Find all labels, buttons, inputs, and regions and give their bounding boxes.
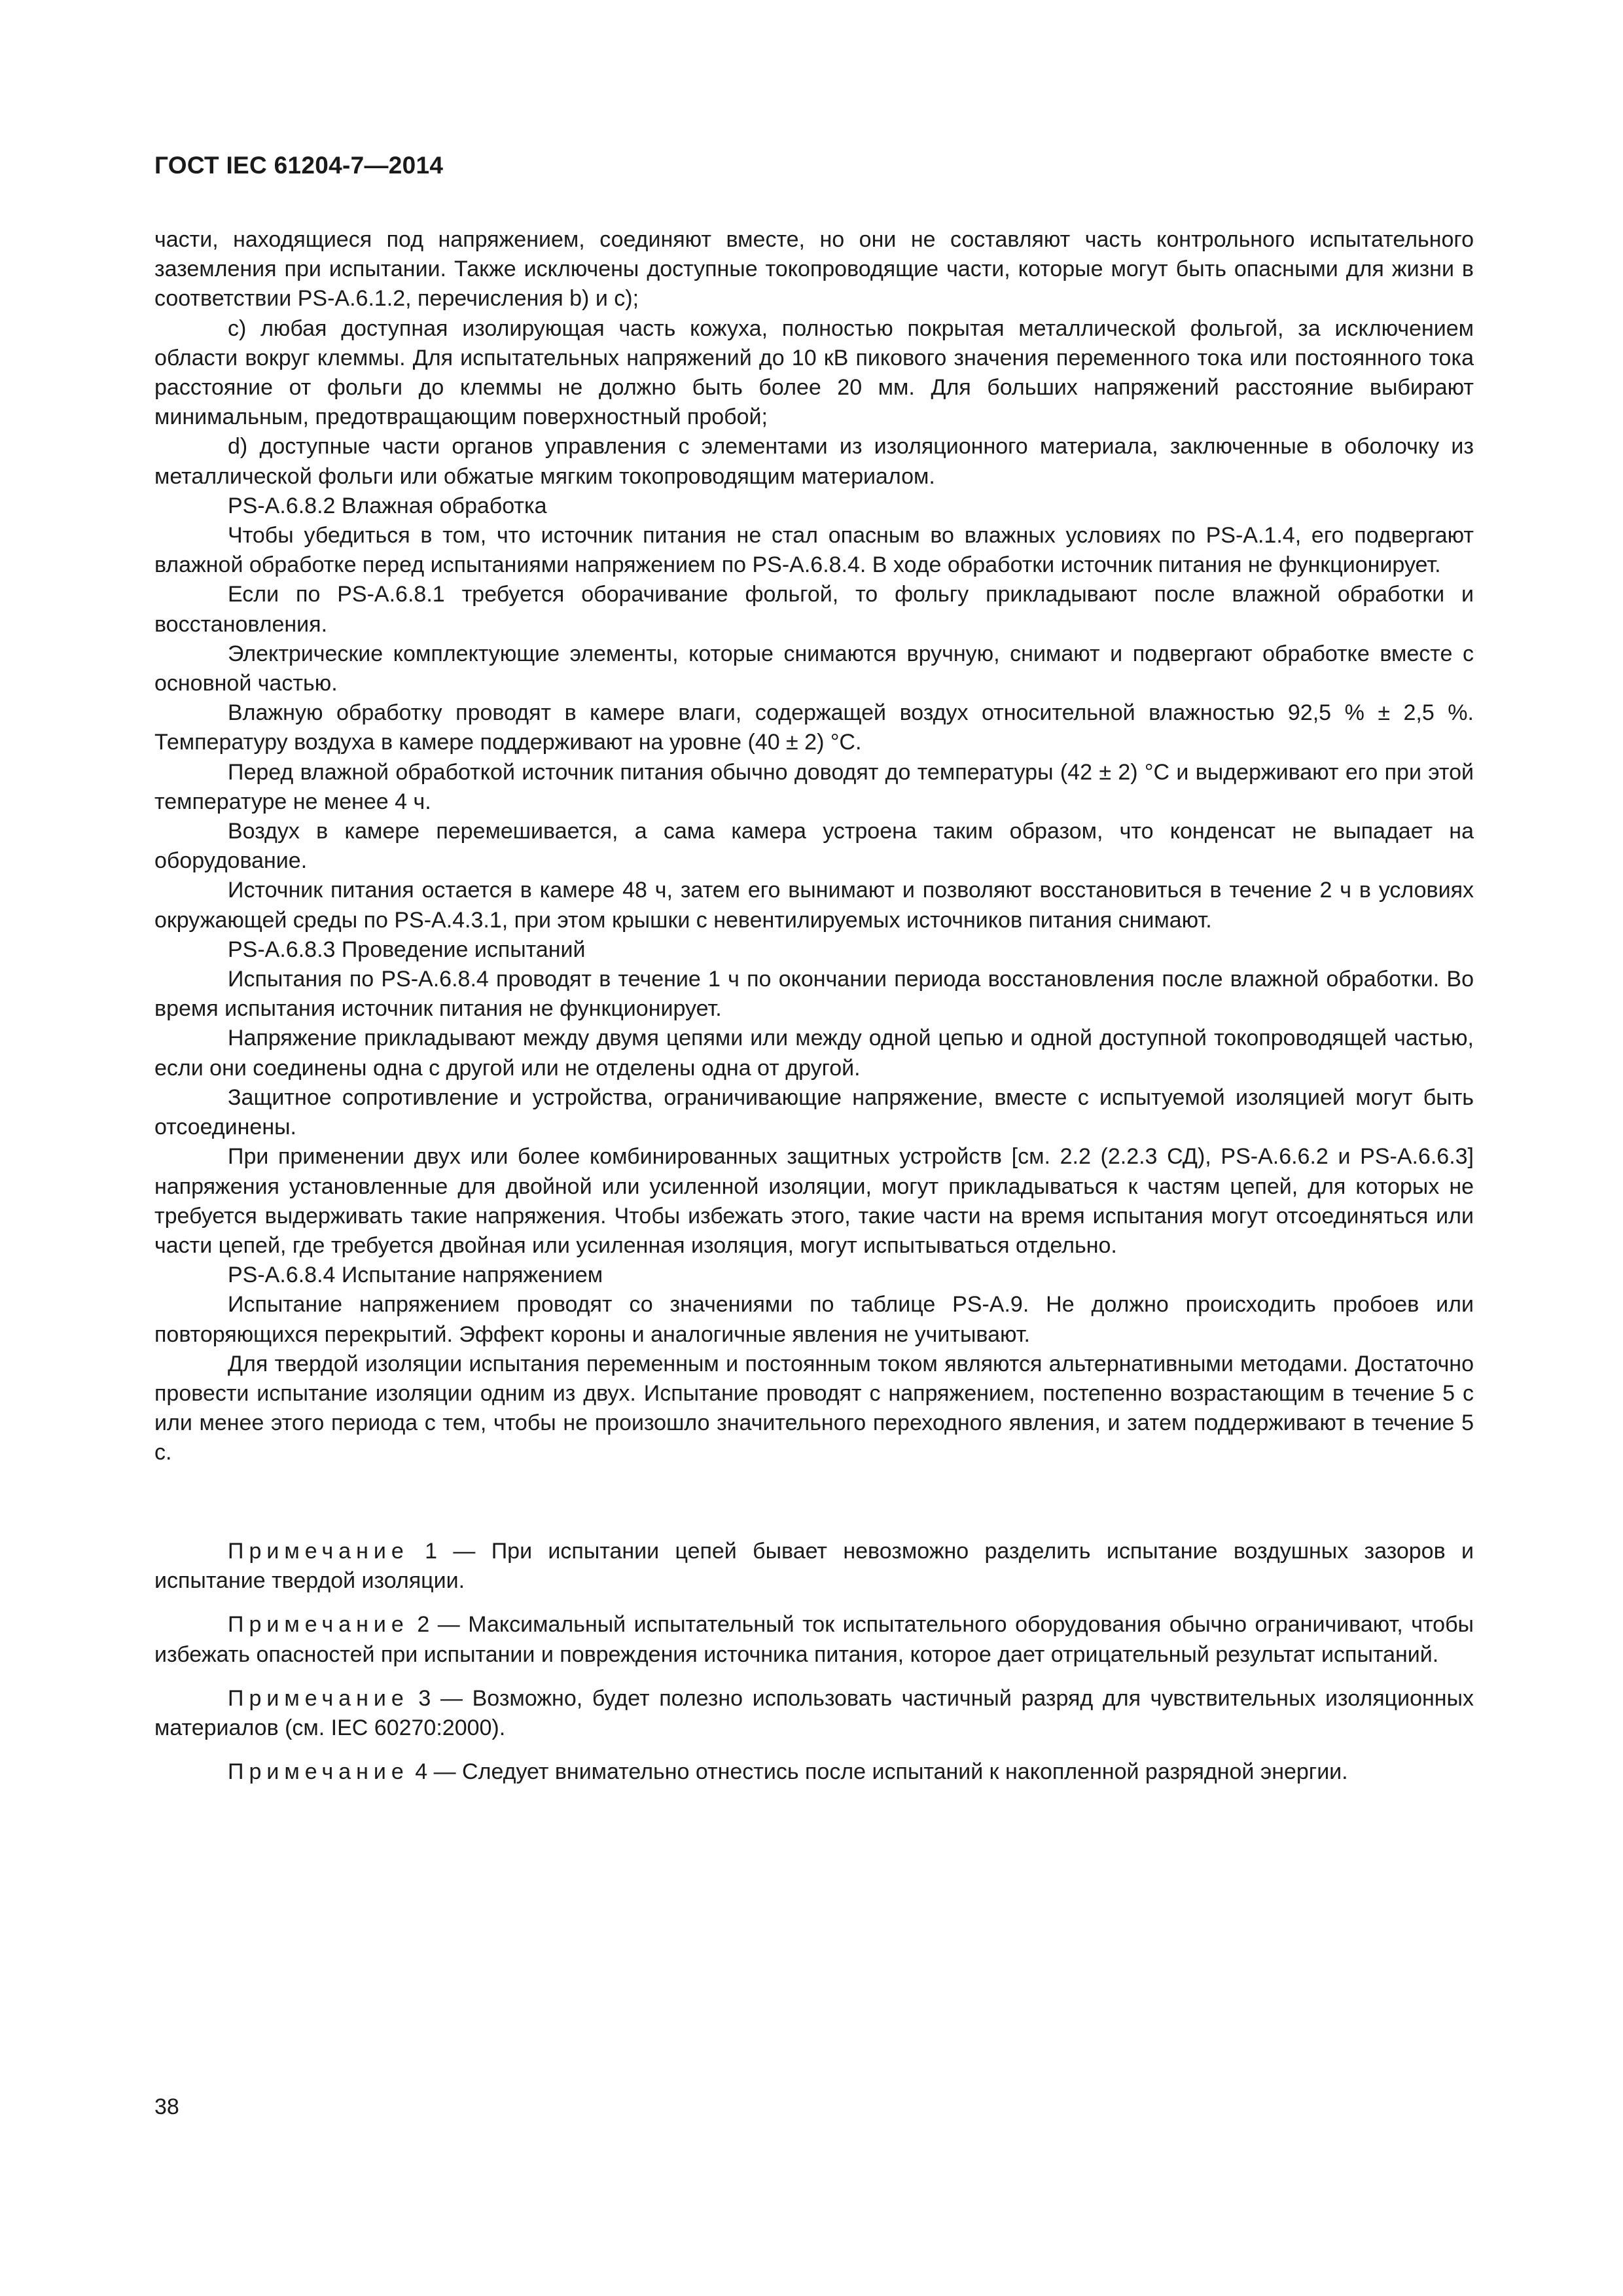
paragraph: Чтобы убедиться в том, что источник питания не стал опасным во влажных условиях по PS-A.1.4, его подвергают влажной обработке перед испытаниями напряжением по PS-A.6.8.4. В ходе обработки источник питания не функционирует. bbox=[154, 523, 1474, 578]
paragraph: части, находящиеся под напряжением, соединяют вместе, но они не составляют часть контрольного испытательного заземления при испытании. Также исключены доступные токопроводящие части, которые могут быть опасными для жизни в соответствии PS-A.6.1.2, перечисления b) и c); bbox=[154, 227, 1474, 312]
paragraph: Для твердой изоляции испытания переменным и постоянным током являются альтернативными методами. Достаточно провести испытание изоляции одним из двух. Испытание проводят с напряжением, постепенно возрастающим в течение 5 с или менее этого периода с тем, чтобы не произошло значительного переходного явления, и затем поддерживают в течение 5 с. bbox=[154, 1351, 1474, 1465]
note bbox=[154, 1537, 1474, 1596]
paragraph: При применении двух или более комбинированных защитных устройств [см. 2.2 (2.2.3 СД), PS-A.6.6.2 и PS-A.6.6.3] напряжения установленные для двойной или усиленной изоляции, могут прикладываться к частям цепей, для которых не требуется выдерживать такие напряжения. Чтобы избежать этого, такие части на время испытания могут отсоединяться или части цепей, где требуется двойная или усиленная изоляция, могут испытываться отдельно. bbox=[154, 1144, 1474, 1258]
paragraph: Испытания по PS-A.6.8.4 проводят в течение 1 ч по окончании периода восстановления после влажной обработки. Во время испытания источник питания не функционирует. bbox=[154, 967, 1474, 1022]
paragraph: Напряжение прикладывают между двумя цепями или между одной цепью и одной доступной токопроводящей частью, если они соединены одна с другой или не отделены одна от другой. bbox=[154, 1026, 1474, 1081]
note bbox=[154, 1610, 1474, 1669]
paragraph: c) любая доступная изолирующая часть кожуха, полностью покрытая металлической фольгой, за исключением области вокруг клеммы. Для испытательных напряжений до 10 кВ пикового значения переменного тока или постоянного тока расстояние от фольги до клеммы не должно быть более 20 мм. Для больших напряжений расстояние выбирают минимальным, предотвращающим поверхностный пробой; bbox=[154, 315, 1474, 430]
note-label: Примечание bbox=[228, 1612, 409, 1638]
paragraph: Перед влажной обработкой источник питания обычно доводят до температуры (42 ± 2) °С и выдерживают его при этой температуре не менее 4 ч. bbox=[154, 759, 1474, 814]
section-heading: PS-A.6.8.2 Влажная обработка bbox=[228, 493, 547, 518]
note-label: Примечание bbox=[228, 1685, 409, 1711]
document-body bbox=[154, 225, 1474, 1468]
section-heading: PS-A.6.8.4 Испытание напряжением bbox=[228, 1263, 603, 1288]
note-text: 2 — Максимальный испытательный ток испытательного оборудования обычно ограничивают, чтобы избежать опасностей при испытании и повреждения источника питания, которое дает отрицательный результат испытаний. bbox=[154, 1612, 1474, 1667]
paragraph: Если по PS-A.6.8.1 требуется оборачивание фольгой, то фольгу прикладывают после влажной обработки и восстановления. bbox=[154, 582, 1474, 637]
document-header: ГОСТ IEC 61204-7—2014 bbox=[154, 152, 444, 179]
note-text: 4 — Следует внимательно отнестись после испытаний к накопленной разрядной энергии. bbox=[408, 1759, 1348, 1785]
note-label: Примечание bbox=[228, 1759, 409, 1785]
paragraph: Испытание напряжением проводят со значениями по таблице PS-A.9. Не должно происходить пробоев или повторяющихся перекрытий. Эффект короны и аналогичные явления не учитывают. bbox=[154, 1292, 1474, 1347]
section-heading: PS-A.6.8.3 Проведение испытаний bbox=[228, 937, 586, 962]
note bbox=[154, 1684, 1474, 1743]
note-text: 3 — Возможно, будет полезно использовать частичный разряд для чувствительных изоляционных материалов (см. IEC 60270:2000). bbox=[154, 1685, 1474, 1741]
paragraph: Электрические комплектующие элементы, которые снимаются вручную, снимают и подвергают обработке вместе с основной частью. bbox=[154, 641, 1474, 696]
notes-section bbox=[154, 1537, 1474, 1801]
note bbox=[154, 1757, 1474, 1787]
page-number: 38 bbox=[154, 2094, 179, 2119]
paragraph: Воздух в камере перемешивается, а сама камера устроена таким образом, что конденсат не выпадает на оборудование. bbox=[154, 819, 1474, 874]
paragraph: d) доступные части органов управления с элементами из изоляционного материала, заключенные в оболочку из металлической фольги или обжатые мягким токопроводящим материалом. bbox=[154, 434, 1474, 489]
paragraph: Влажную обработку проводят в камере влаги, содержащей воздух относительной влажностью 92,5 % ± 2,5 %. Температуру воздуха в камере поддерживают на уровне (40 ± 2) °С. bbox=[154, 700, 1474, 755]
note-text: 1 — При испытании цепей бывает невозможно разделить испытание воздушных зазоров и испытание твердой изоляции. bbox=[154, 1539, 1474, 1594]
paragraph: Защитное сопротивление и устройства, ограничивающие напряжение, вместе с испытуемой изоляцией могут быть отсоединены. bbox=[154, 1085, 1474, 1140]
paragraph: Источник питания остается в камере 48 ч, затем его вынимают и позволяют восстановиться в течение 2 ч в условиях окружающей среды по PS-A.4.3.1, при этом крышки с невентилируемых источников питания снимают. bbox=[154, 878, 1474, 933]
note-label: Примечание bbox=[228, 1539, 409, 1564]
